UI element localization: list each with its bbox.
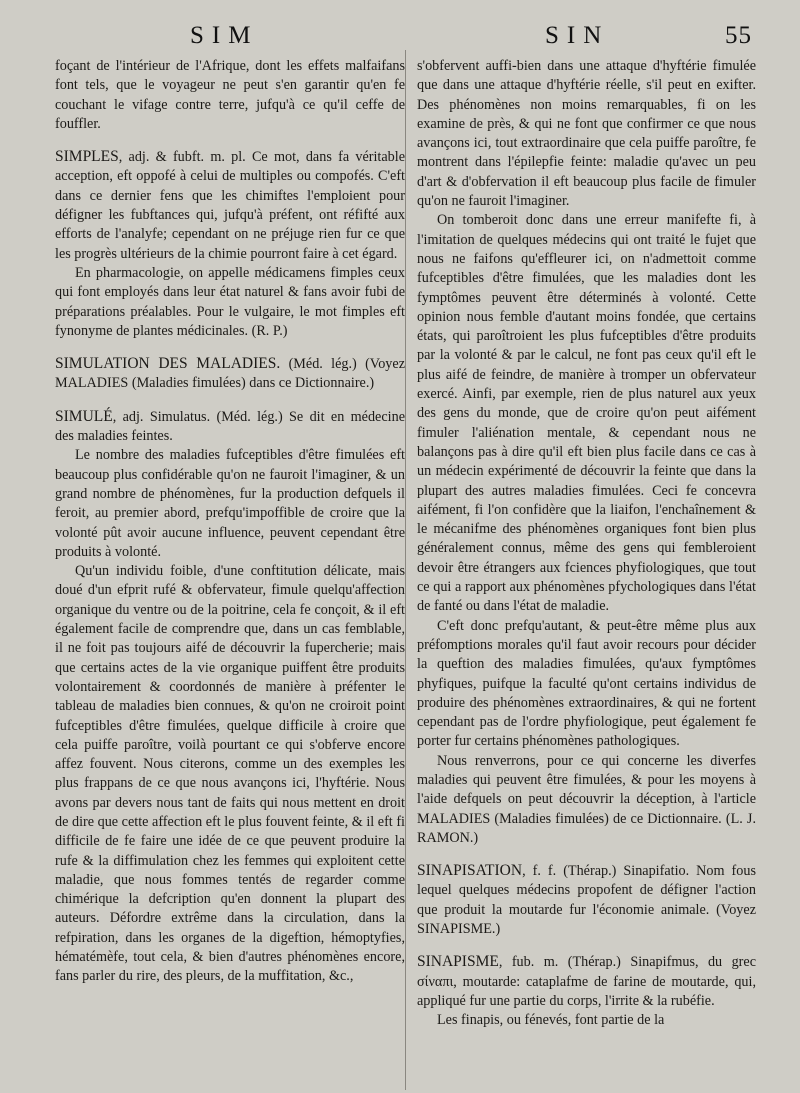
- paragraph: [55, 562, 405, 987]
- paragraph-text: s'obfervent auffi-bien dans une attaque d'hyftérie fimulée que dans une attaque d'hyftérie réelle, s'il peut en exifter. Des phénomènes non moins remarquables, fi on les examine de près, & qui ne font que confirmer ce que nous avançons ici, tout extraordinaire que cela puiffe paroître, fe montrent dans l'épilepfie feinte: maladie qu'avec un peu d'art & d'obfervation il eft beaucoup plus facile de fimuler qu'on ne fauroit l'imaginer.: [417, 58, 756, 210]
- entry-headword: SIMULÉ: [55, 407, 113, 425]
- paragraph-text: , fub. m. (Thérap.) Sinapifmus, du grec σίναπι, moutarde: cataplafme de farine de moutarde, qui, appliqué fur une partie du corps, l'irrite & la rubéfie.: [417, 954, 756, 1009]
- paragraph-text: On tomberoit donc dans une erreur manifefte fi, à l'imitation de quelques médecins qui ont traité le fujet que nous ne faifons qu'effleurer ici, on n'admettoit comme fufceptibles d'être fimulées, que les maladies dont les fymptômes peuvent être déterminés à volonté. Cette opinion nous femble d'autant moins fondée, que certains états, qui paroîtroient les plus fufceptibles d'être produits par la volonté & par le calcul, ne font pas ceux qu'il eft le plus aifé de feindre, de manière à tromper un obfervateur exercé. Ainfi, par exemple, rien de plus naturel aux yeux des gens du monde, que de croire qu'on peut aifément fimuler l'aliénation mentale, & cependant nous ne balançons pas à dire qu'il eft bien plus facile dans ce cas à un médecin expérimenté de découvrir la feinte que dans la plupart des autres maladies fimulées. Ceci fe concevra aifément, fi l'on confidère que la liaifon, l'enchaînement & le mécanifme des phénomènes organiques font bien plus généralement connus, même des gens qui fembleroient devoir être étrangers aux fciences phyfiologiques, que tout ce qui a rapport aux phénomènes pfychologiques dans l'état de fanté ou dans l'état de maladie.: [417, 212, 756, 615]
- paragraph: [55, 446, 405, 562]
- paragraph-text: , adj. Simulatus. (Méd. lég.) Se dit en médecine des maladies feintes.: [55, 408, 405, 445]
- paragraph-text: En pharmacologie, on appelle médicamens fimples ceux qui font employés dans leur état naturel & fans avoir fubi de préparations préalables. Pour le vulgaire, le mot fimples eft fynonyme de plantes médicinales. (R. P.): [55, 264, 405, 339]
- paragraph-text: , adj. & fubft. m. pl. Ce mot, dans fa véritable acception, eft oppofé à celui de multiples ou compofés. C'eft dans ce dernier fens que les chimiftes l'emploient pour défigner les fubftances qui, jufqu'à préfent, ont réfifté aux efforts de l'analyfe; cependant on ne préjuge rien fur ce que les progrès ultérieurs de la chimie pourront faire à cet égard.: [55, 149, 405, 262]
- paragraph: [417, 752, 756, 848]
- paragraph-gap: [55, 394, 405, 407]
- paragraph-text: Qu'un individu foible, d'une conftitution délicate, mais doué d'un efprit rufé & obfervateur, fimule quelqu'affection organique du ventre ou de la poitrine, cela fe conçoit, & il eft également facile de comprendre que, dans un cas femblable, il ne foit pas toujours aifé de découvrir la fupercherie; mais que certains actes de la vie organique puiffent être produits volontairement & coordonnés de manière à préfenter le tableau de maladies bien connues, & qu'on ne croiroit point fufceptibles d'être fimulées, quelque difficile à croire que cela puiffe paroître, voilà pourtant ce qui s'obferve encore affez fouvent. Nous citerons, comme un des exemples les plus frappans de ce que nous avançons ici, l'hyftérie. Nous avons par devers nous tant de faits qui nous mettent en droit de dire que cette affection eft le plus fouvent feinte, & il eft fi difficile de fe faire une idée de ce que peuvent produire la rufe & la diffimulation chez les femmes qui exploitent cette maladie, que nous fommes tentés de regarder comme chimérique la defcription qu'en donnent la plupart des auteurs. Défordre extrême dans la circulation, dans la refpiration, dans les organes de la digeftion, hémoptyfies, hématémèfe, tout cela, & bien d'autres phénomènes encore, fans parler du rire, des pleurs, de la muffitation, &c.,: [55, 563, 405, 985]
- paragraph-text: (Méd. lég.) (Voyez MALADIES (Maladies fimulées) dans ce Dictionnaire.): [55, 356, 405, 392]
- paragraph: [417, 57, 756, 211]
- page-number: 55: [725, 22, 752, 49]
- running-head-left: SIM: [190, 22, 259, 49]
- running-head-right: SIN: [545, 22, 610, 49]
- paragraph-text: foçant de l'intérieur de l'Afrique, dont les effets malfaifans font tels, que le voyageur ne peut s'en garantir qu'en fe couchant le vifage contre terre, jufqu'à ce qu'il ceffe de fouffler.: [55, 58, 405, 132]
- paragraph-gap: [417, 939, 756, 952]
- paragraph: [417, 617, 756, 752]
- entry-headword: SIMULATION DES MALADIES.: [55, 355, 281, 373]
- paragraph-text: , f. f. (Thérap.) Sinapifatio. Nom fous lequel quelques médecins propofent de défigner l'action que produit la moutarde fur l'économie animale. (Voyez SINAPISME.): [417, 863, 756, 938]
- paragraph: [55, 354, 405, 394]
- entry-headword: SIMPLES: [55, 148, 119, 166]
- paragraph-gap: [417, 848, 756, 861]
- paragraph-text: Les finapis, ou fénevés, font partie de la: [437, 1012, 665, 1029]
- paragraph: [417, 952, 756, 1011]
- paragraph: [417, 1011, 756, 1030]
- paragraph: [55, 407, 405, 447]
- paragraph: [417, 861, 756, 939]
- paragraph-text: Nous renverrons, pour ce qui concerne les diverfes maladies qui peuvent être fimulées, & pour les moyens à l'aide defquels on peut découvrir la déception, à l'article MALADIES (Maladies fimulées) de ce Dictionnaire. (L. J. RAMON.): [417, 752, 756, 846]
- paragraph: [55, 264, 405, 341]
- column-divider: [405, 50, 406, 1090]
- paragraph: [55, 57, 405, 134]
- paragraph-gap: [55, 341, 405, 354]
- left-column: [55, 57, 405, 987]
- entry-headword: SINAPISME: [417, 953, 499, 971]
- paragraph-gap: [55, 134, 405, 147]
- paragraph: [417, 211, 756, 616]
- paragraph-text: C'eft donc prefqu'autant, & peut-être même plus aux préfomptions morales qu'il faut avoir recours pour décider la queftion des maladies fimulées, qu'aux fymptômes phyfiques, puifque la faculté qu'ont certains individus de produire des phénomènes extraordinaires, & qui ne fortent cependant pas de l'ordre phyfiologique, peut également fe porter fur certains phénomènes pathologiques.: [417, 617, 756, 750]
- entry-headword: SINAPISATION: [417, 862, 523, 880]
- right-column: [417, 57, 756, 1031]
- paragraph-text: Le nombre des maladies fufceptibles d'être fimulées eft beaucoup plus confidérable qu'on ne fauroit l'imaginer, & un grand nombre de phénomènes, fur la production defquels il feroit, au premier abord, prefqu'impoffible de croire que la volonté pût avoir aucune influence, peuvent cependant être produits à volonté.: [55, 447, 405, 560]
- paragraph: [55, 147, 405, 264]
